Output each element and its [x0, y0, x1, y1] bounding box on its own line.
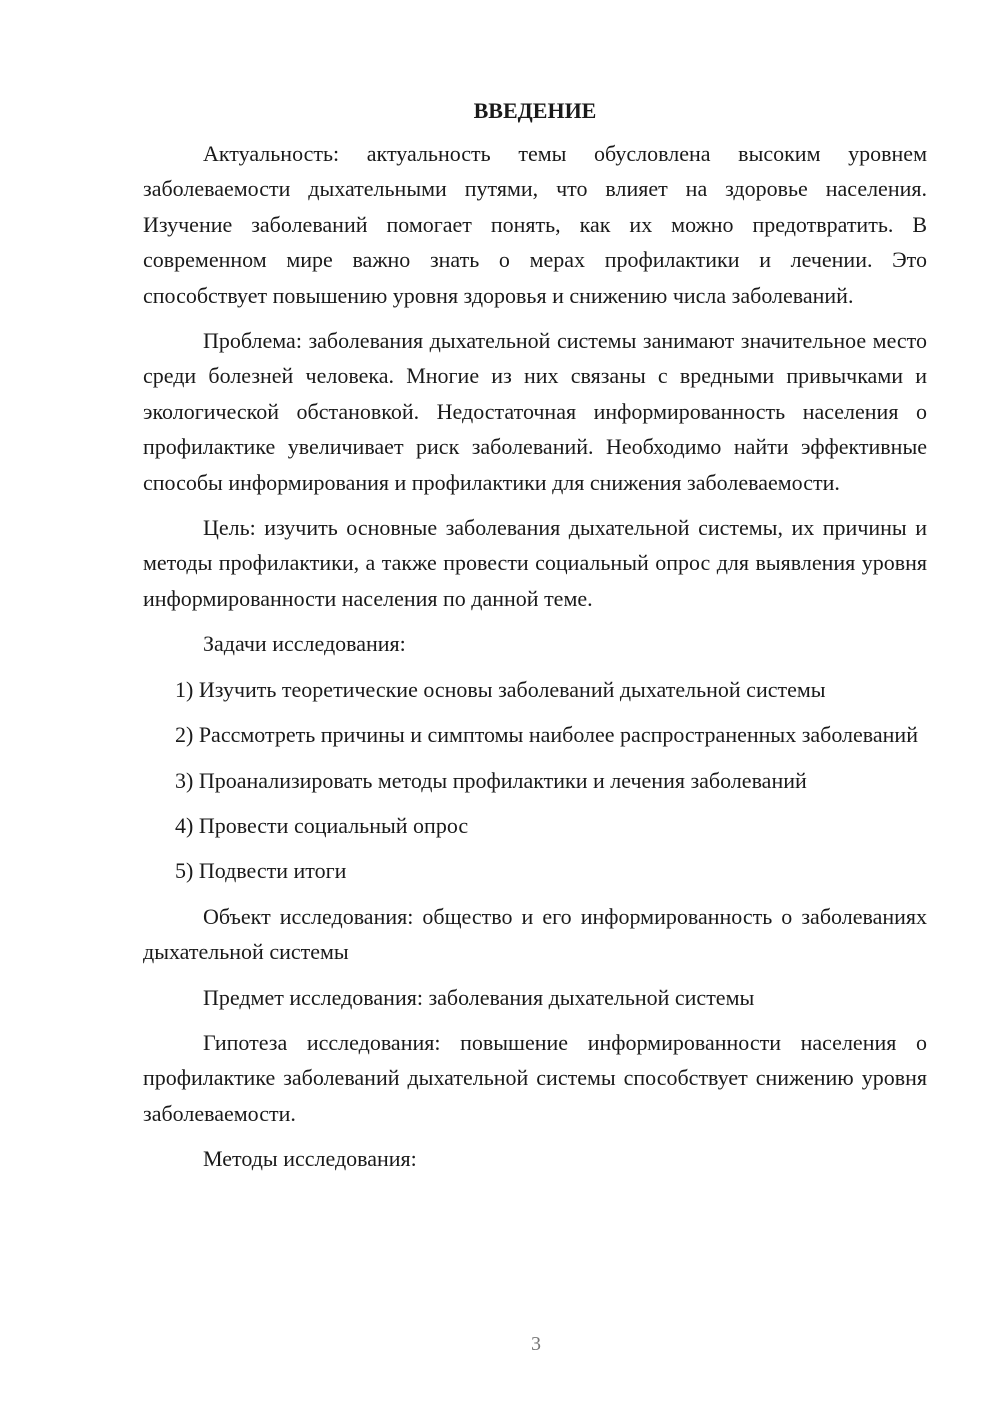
section-title: ВВЕДЕНИЕ	[473, 98, 597, 123]
page-body	[143, 94, 927, 1187]
paragraph-problem: Проблема: заболевания дыхательной системы занимают значительное место среди болезней человека. Многие из них связаны с вредными привычками и экологической обстановкой. Недостаточная информированность населения о профилактике увеличивает риск заболеваний. Необходимо найти эффективные способы информирования и профилактики для снижения заболеваемости.	[143, 328, 927, 495]
paragraph-relevance: Актуальность: актуальность темы обусловлена высоким уровнем заболеваемости дыхательными путями, что влияет на здоровье населения. Изучение заболеваний помогает понять, как их можно предотвратить. В современном мире важно знать о мерах профилактики и лечении. Это способствует повышению уровня здоровья и снижению числа заболеваний.	[143, 141, 927, 308]
task-item-5: 5) Подвести итоги	[175, 858, 347, 884]
task-item-1: 1) Изучить теоретические основы заболеваний дыхательной системы	[175, 676, 826, 702]
task-item-2: 2) Рассмотреть причины и симптомы наиболее распространенных заболеваний	[175, 722, 918, 748]
page-number: 3	[531, 1333, 541, 1355]
paragraph-subject: Предмет исследования: заболевания дыхательной системы	[203, 984, 755, 1010]
methods-heading: Методы исследования:	[203, 1146, 417, 1172]
task-item-3: 3) Проанализировать методы профилактики и лечения заболеваний	[175, 767, 807, 793]
paragraph-object: Объект исследования: общество и его информированность о заболеваниях дыхательной системы	[143, 903, 927, 965]
paragraph-goal: Цель: изучить основные заболевания дыхательной системы, их причины и методы профилактики, а также провести социальный опрос для выявления уровня информированности населения по данной теме.	[143, 515, 927, 611]
paragraph-hypothesis: Гипотеза исследования: повышение информированности населения о профилактике заболеваний дыхательной системы способствует снижению уровня заболеваемости.	[143, 1029, 927, 1126]
tasks-heading: Задачи исследования:	[203, 631, 406, 657]
task-item-4: 4) Провести социальный опрос	[175, 812, 469, 838]
